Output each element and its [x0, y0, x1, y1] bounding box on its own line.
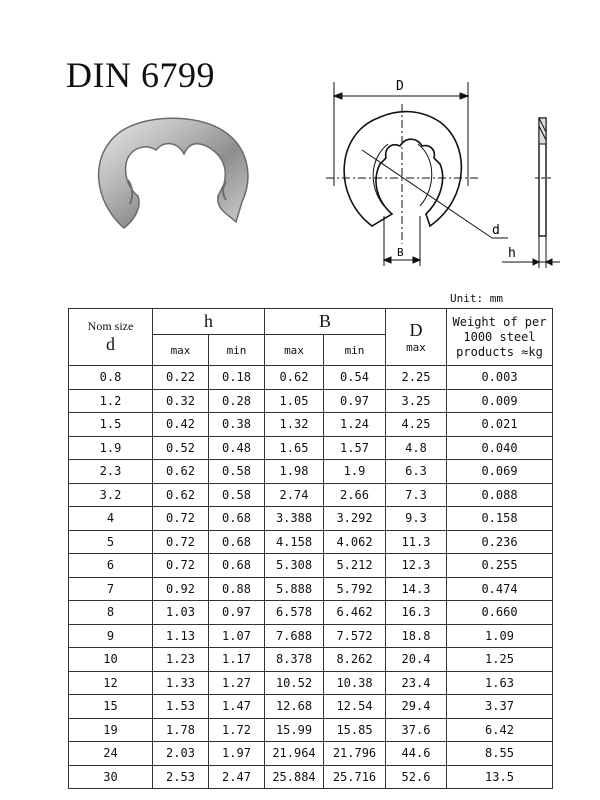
h-min-cell: 0.68: [209, 530, 265, 554]
D-max-cell: 2.25: [386, 366, 447, 390]
B-max-cell: 3.388: [265, 507, 324, 531]
B-max-cell: 1.98: [265, 460, 324, 484]
h-max-cell: 0.72: [153, 507, 209, 531]
B-min-cell: 10.38: [324, 671, 386, 695]
table-row: [69, 436, 553, 460]
h-header: h: [153, 309, 265, 335]
weight-cell: 8.55: [447, 742, 553, 766]
B-max-cell: 21.964: [265, 742, 324, 766]
dim-B-label: B: [397, 246, 404, 259]
h-max-cell: 1.03: [153, 601, 209, 625]
weight-cell: 0.660: [447, 601, 553, 625]
B-max-cell: 25.884: [265, 765, 324, 789]
nom-size-cell: 10: [69, 648, 153, 672]
weight-cell: 0.009: [447, 389, 553, 413]
B-min-cell: 25.716: [324, 765, 386, 789]
B-header: B: [265, 309, 386, 335]
nom-size-cell: 3.2: [69, 483, 153, 507]
h-min-cell: 0.58: [209, 460, 265, 484]
B-min-cell: 6.462: [324, 601, 386, 625]
h-max-cell: 0.72: [153, 530, 209, 554]
table-row: [69, 460, 553, 484]
B-min-cell: 3.292: [324, 507, 386, 531]
dim-h-label: h: [508, 246, 516, 261]
weight-cell: 1.63: [447, 671, 553, 695]
table-row: [69, 742, 553, 766]
D-max-cell: 37.6: [386, 718, 447, 742]
D-max-cell: 12.3: [386, 554, 447, 578]
B-max-cell: 2.74: [265, 483, 324, 507]
dim-d-label: d: [492, 223, 500, 238]
B-max-cell: 5.888: [265, 577, 324, 601]
table-row: [69, 577, 553, 601]
B-min-cell: 0.97: [324, 389, 386, 413]
h-min-header: min: [209, 335, 265, 366]
D-max-cell: 6.3: [386, 460, 447, 484]
D-max-cell: 20.4: [386, 648, 447, 672]
nom-size-cell: 19: [69, 718, 153, 742]
B-min-cell: 8.262: [324, 648, 386, 672]
eclip-photo: [86, 110, 256, 240]
D-max-cell: 4.25: [386, 413, 447, 437]
D-max-cell: 11.3: [386, 530, 447, 554]
nom-size-label: Nom size: [87, 319, 134, 333]
h-max-cell: 0.62: [153, 483, 209, 507]
h-max-cell: 1.78: [153, 718, 209, 742]
D-max-cell: 14.3: [386, 577, 447, 601]
h-max-cell: 0.52: [153, 436, 209, 460]
B-max-cell: 8.378: [265, 648, 324, 672]
B-max-cell: 15.99: [265, 718, 324, 742]
h-max-cell: 0.72: [153, 554, 209, 578]
B-min-cell: 21.796: [324, 742, 386, 766]
weight-cell: 6.42: [447, 718, 553, 742]
h-min-cell: 0.68: [209, 554, 265, 578]
weight-cell: 0.474: [447, 577, 553, 601]
table-row: [69, 366, 553, 390]
D-max-cell: 3.25: [386, 389, 447, 413]
table-row: [69, 507, 553, 531]
nom-size-cell: 0.8: [69, 366, 153, 390]
h-max-cell: 1.23: [153, 648, 209, 672]
B-min-cell: 15.85: [324, 718, 386, 742]
B-min-cell: 5.212: [324, 554, 386, 578]
D-max-cell: 23.4: [386, 671, 447, 695]
nom-size-cell: 1.5: [69, 413, 153, 437]
table-row: [69, 671, 553, 695]
h-min-cell: 1.47: [209, 695, 265, 719]
B-min-cell: 2.66: [324, 483, 386, 507]
h-max-cell: 1.13: [153, 624, 209, 648]
weight-cell: 1.25: [447, 648, 553, 672]
h-min-cell: 0.68: [209, 507, 265, 531]
weight-cell: 3.37: [447, 695, 553, 719]
table-row: [69, 413, 553, 437]
D-header: [386, 309, 447, 366]
D-max-cell: 9.3: [386, 507, 447, 531]
h-max-header: max: [153, 335, 209, 366]
B-max-cell: 12.68: [265, 695, 324, 719]
table-row: [69, 389, 553, 413]
D-max-cell: 4.8: [386, 436, 447, 460]
B-min-cell: 1.57: [324, 436, 386, 460]
D-max-cell: 44.6: [386, 742, 447, 766]
table-row: [69, 483, 553, 507]
B-max-cell: 5.308: [265, 554, 324, 578]
B-min-cell: 0.54: [324, 366, 386, 390]
table-row: [69, 530, 553, 554]
table-row: [69, 624, 553, 648]
D-max-cell: 52.6: [386, 765, 447, 789]
nom-size-cell: 1.2: [69, 389, 153, 413]
h-min-cell: 0.28: [209, 389, 265, 413]
B-min-header: min: [324, 335, 386, 366]
nom-size-cell: 12: [69, 671, 153, 695]
weight-cell: 0.088: [447, 483, 553, 507]
B-min-cell: 12.54: [324, 695, 386, 719]
h-max-cell: 0.62: [153, 460, 209, 484]
h-min-cell: 1.97: [209, 742, 265, 766]
h-min-cell: 1.17: [209, 648, 265, 672]
weight-cell: 0.003: [447, 366, 553, 390]
weight-cell: 13.5: [447, 765, 553, 789]
B-max-cell: 6.578: [265, 601, 324, 625]
weight-cell: 1.09: [447, 624, 553, 648]
B-max-cell: 1.32: [265, 413, 324, 437]
table-body: [69, 366, 553, 789]
h-max-cell: 2.03: [153, 742, 209, 766]
dimension-table: [68, 308, 553, 789]
table-row: [69, 554, 553, 578]
h-min-cell: 1.27: [209, 671, 265, 695]
D-symbol: D: [409, 320, 423, 340]
nom-size-cell: 4: [69, 507, 153, 531]
nom-size-cell: 15: [69, 695, 153, 719]
h-min-cell: 0.88: [209, 577, 265, 601]
technical-drawing: [322, 66, 572, 280]
B-max-cell: 1.05: [265, 389, 324, 413]
B-max-cell: 0.62: [265, 366, 324, 390]
h-min-cell: 0.58: [209, 483, 265, 507]
nom-size-cell: 30: [69, 765, 153, 789]
h-min-cell: 0.97: [209, 601, 265, 625]
table-row: [69, 648, 553, 672]
h-max-cell: 0.92: [153, 577, 209, 601]
dim-D-label: D: [396, 79, 404, 94]
B-min-cell: 7.572: [324, 624, 386, 648]
B-min-cell: 1.9: [324, 460, 386, 484]
h-max-cell: 1.33: [153, 671, 209, 695]
weight-cell: 0.069: [447, 460, 553, 484]
h-max-cell: 2.53: [153, 765, 209, 789]
h-min-cell: 0.18: [209, 366, 265, 390]
h-min-cell: 1.07: [209, 624, 265, 648]
weight-cell: 0.236: [447, 530, 553, 554]
nom-size-cell: 7: [69, 577, 153, 601]
unit-note: Unit: mm: [450, 292, 503, 305]
table-row: [69, 718, 553, 742]
weight-cell: 0.158: [447, 507, 553, 531]
nom-size-cell: 6: [69, 554, 153, 578]
h-max-cell: 0.42: [153, 413, 209, 437]
B-max-cell: 1.65: [265, 436, 324, 460]
B-max-cell: 10.52: [265, 671, 324, 695]
B-max-cell: 7.688: [265, 624, 324, 648]
nom-size-header: [69, 309, 153, 366]
B-min-cell: 5.792: [324, 577, 386, 601]
D-max-label: max: [406, 341, 426, 354]
weight-cell: 0.021: [447, 413, 553, 437]
h-min-cell: 0.38: [209, 413, 265, 437]
B-min-cell: 4.062: [324, 530, 386, 554]
h-max-cell: 1.53: [153, 695, 209, 719]
B-max-cell: 4.158: [265, 530, 324, 554]
h-max-cell: 0.32: [153, 389, 209, 413]
nom-size-cell: 1.9: [69, 436, 153, 460]
h-min-cell: 2.47: [209, 765, 265, 789]
weight-cell: 0.040: [447, 436, 553, 460]
D-max-cell: 7.3: [386, 483, 447, 507]
nom-size-symbol: d: [106, 334, 115, 354]
weight-header: Weight of per 1000 steel products ≈kg: [447, 309, 553, 366]
B-min-cell: 1.24: [324, 413, 386, 437]
nom-size-cell: 8: [69, 601, 153, 625]
B-max-header: max: [265, 335, 324, 366]
nom-size-cell: 2.3: [69, 460, 153, 484]
nom-size-cell: 9: [69, 624, 153, 648]
D-max-cell: 18.8: [386, 624, 447, 648]
D-max-cell: 29.4: [386, 695, 447, 719]
weight-cell: 0.255: [447, 554, 553, 578]
nom-size-cell: 5: [69, 530, 153, 554]
h-min-cell: 1.72: [209, 718, 265, 742]
h-max-cell: 0.22: [153, 366, 209, 390]
D-max-cell: 16.3: [386, 601, 447, 625]
table-row: [69, 765, 553, 789]
table-row: [69, 695, 553, 719]
h-min-cell: 0.48: [209, 436, 265, 460]
eclip-dimension-drawing: [322, 66, 572, 276]
page-title: DIN 6799: [66, 55, 215, 95]
table-row: [69, 601, 553, 625]
nom-size-cell: 24: [69, 742, 153, 766]
